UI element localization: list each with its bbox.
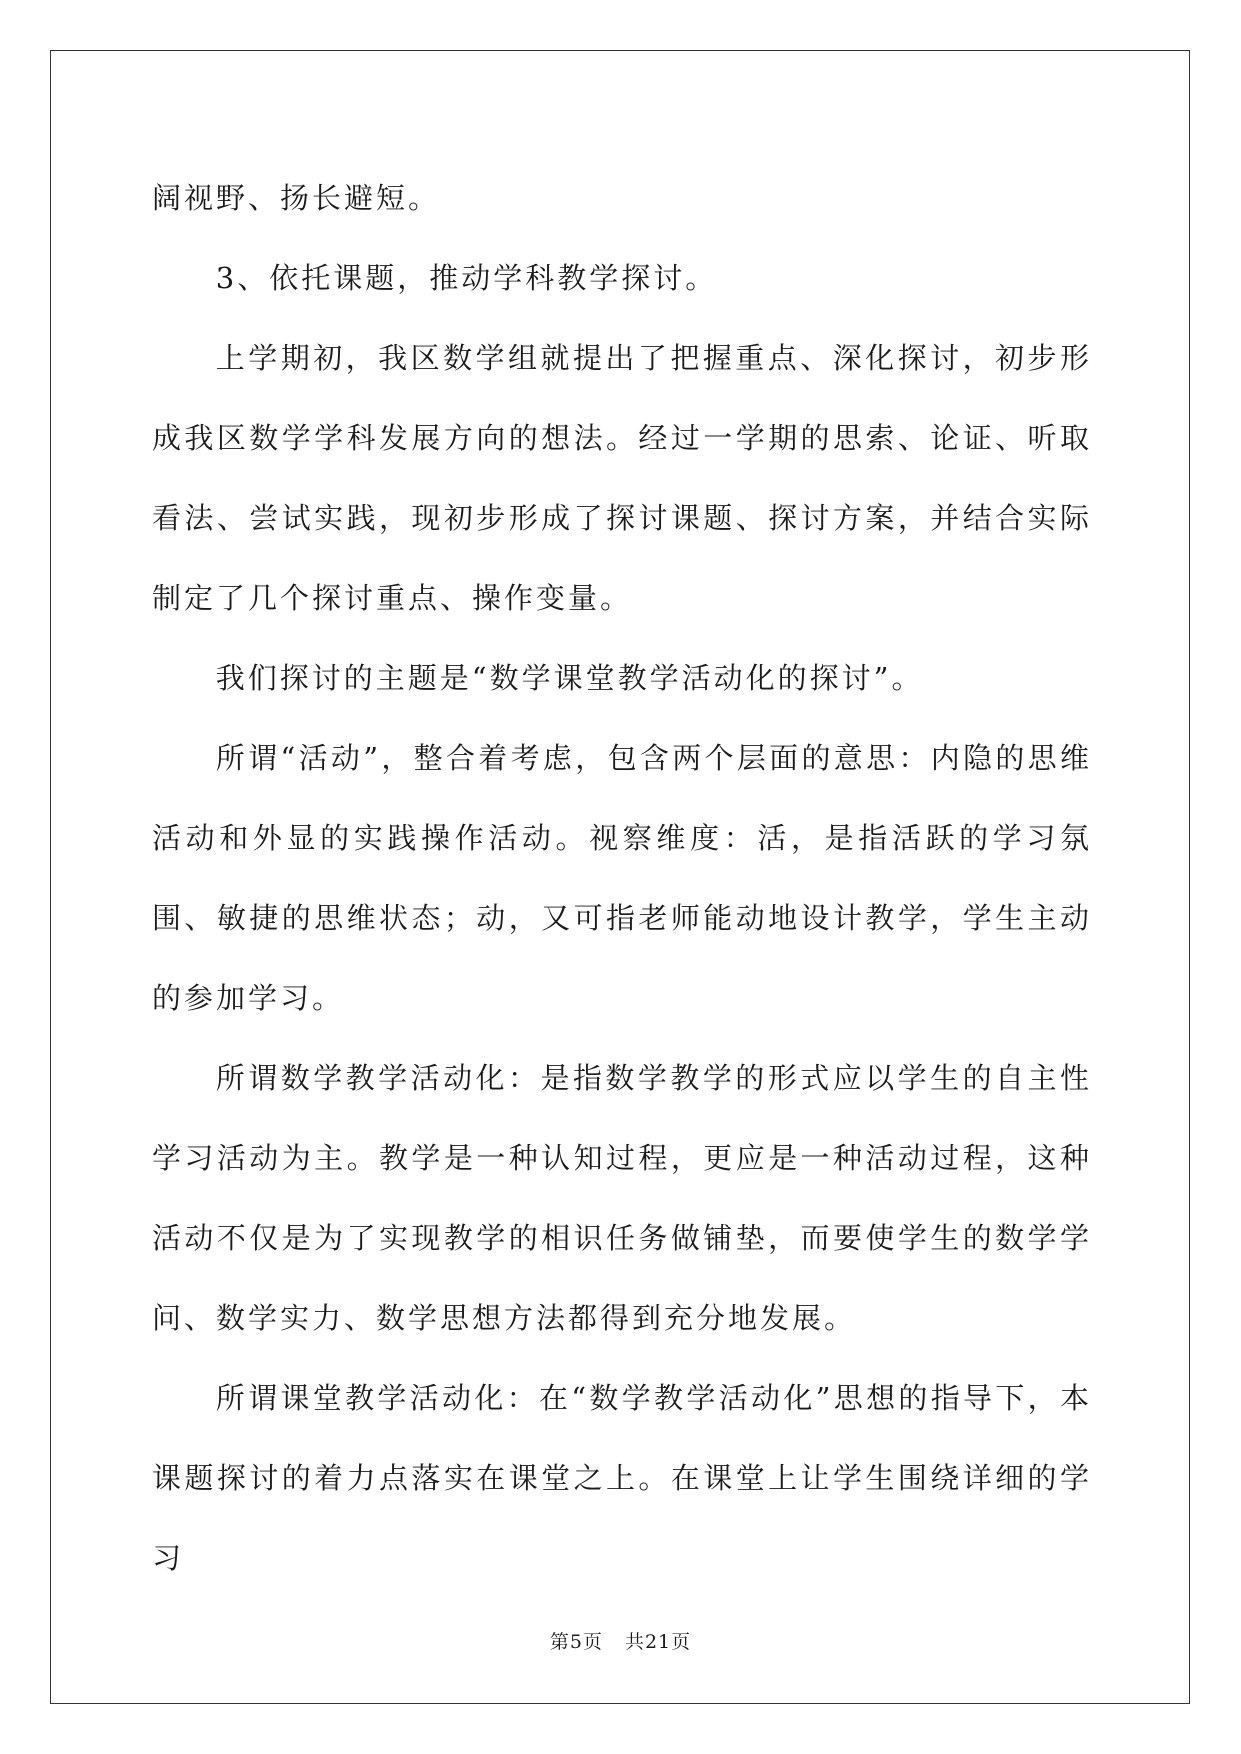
document-body: [152, 158, 1092, 1598]
paragraph: 我们探讨的主题是“数学课堂教学活动化的探讨”。: [215, 661, 924, 695]
paragraph: 阔视野、扬长避短。: [152, 181, 441, 215]
paragraph: 3、依托课题，推动学科教学探讨。: [215, 261, 718, 295]
paragraph: 所谓课堂教学活动化：在“数学教学活动化”思想的指导下，本课题探讨的着力点落实在课堂之上。在课堂上让学生围绕详细的学习: [152, 1381, 1092, 1575]
paragraph: 所谓数学教学活动化：是指数学教学的形式应以学生的自主性学习活动为主。教学是一种认知过程，更应是一种活动过程，这种活动不仅是为了实现教学的相识任务做铺垫，而要使学生的数学学问、数学实力、数学思想方法都得到充分地发展。: [152, 1061, 1092, 1335]
paragraph: 所谓“活动”，整合着考虑，包含两个层面的意思：内隐的思维活动和外显的实践操作活动。视察维度：活，是指活跃的学习氛围、敏捷的思维状态；动，又可指老师能动地设计教学，学生主动的参加学习。: [152, 741, 1092, 1015]
page-footer: [0, 1627, 1241, 1654]
total-pages: 共21页: [624, 1631, 692, 1653]
page-number: 第5页: [549, 1631, 603, 1653]
paragraph: 上学期初，我区数学组就提出了把握重点、深化探讨，初步形成我区数学学科发展方向的想法。经过一学期的思索、论证、听取看法、尝试实践，现初步形成了探讨课题、探讨方案，并结合实际制定了几个探讨重点、操作变量。: [152, 341, 1092, 615]
